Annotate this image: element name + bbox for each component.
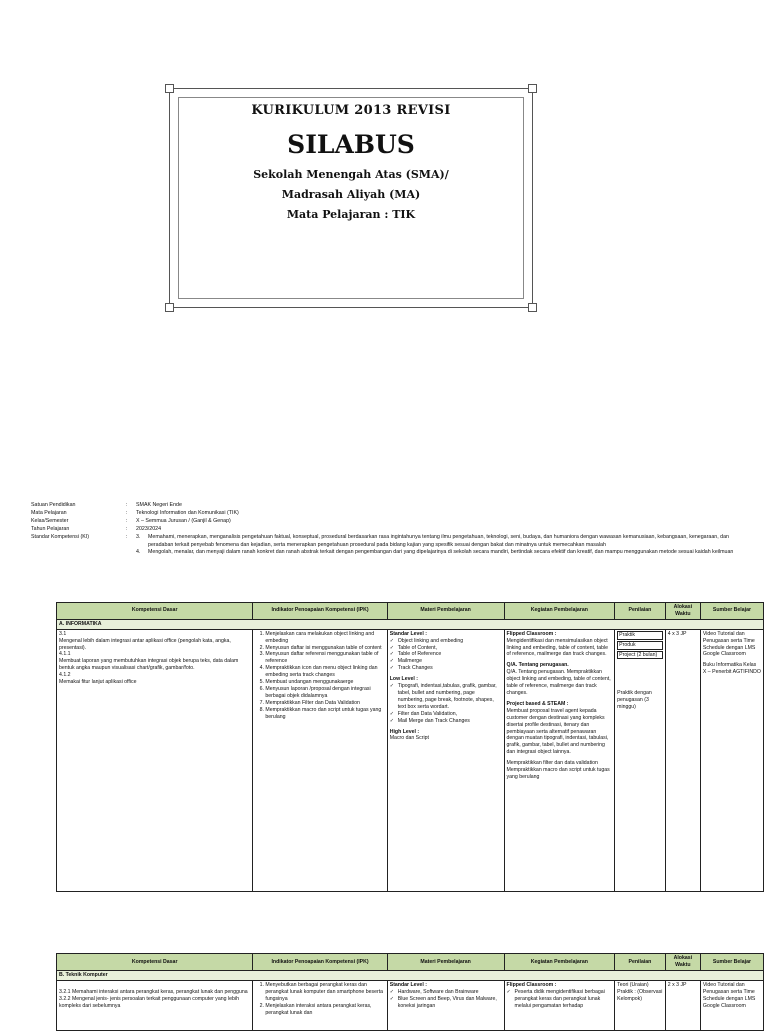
cover-frame xyxy=(169,88,533,308)
list-item: ✓ Tipografi, indentasi,tabulas, grafik, gambar, tabel, bullet and numbering, page numbering, page break, footnote, shapes, text box serta wordart. xyxy=(390,683,502,711)
list-item: ✓ Mailmerge xyxy=(390,658,502,665)
kd-cell: 3.1 Mengenal lebih dalam integrasi antar aplikasi office (pengolah kata, angka, presentasi). 4.1.1 Membuat laporan yang membutuhkan integrasi objek berupa teks, data dalam bentuk angka maupun visualisasi chart/grafik, gambar/foto. 4.1.2 Memakai fitur lanjut aplikasi office xyxy=(57,629,253,891)
section-title: B. Teknik Komputer xyxy=(57,971,764,981)
syllabus-table-informatika xyxy=(56,602,764,892)
list-item: ✓ Table of Reference xyxy=(390,651,502,658)
list-item: 1. Menjelaskan cara melakukan object linking and embeding xyxy=(265,631,384,645)
kegiatan-cell: Flipped Classroom : ✓ Peserta didik mengidentifikasi berbagai perangkat keras dan perangkat lunak melalui pengamatan terhadap xyxy=(504,980,615,1030)
header-penilaian: Penilaian xyxy=(615,603,666,620)
info-label: Tahun Pelajaran xyxy=(31,525,70,532)
list-item: 8. Mempraktikkan macro dan script untuk tugas yang berulang xyxy=(265,707,384,721)
header-kegiatan: Kegiatan Pembelajaran xyxy=(504,954,615,971)
ki-item: 4. Mengolah, menalar, dan menyaji dalam ranah konkret dan ranah abstrak terkait dengan pengembangan dari yang dipelajarinya di sekolah secara mandiri, bertindak secara efektif dan kreatif, dan mampu menggunakan metode sesuai kaidah keilmuan xyxy=(136,549,734,556)
alokasi-cell: 2 x 3 JP xyxy=(665,980,700,1030)
list-item: 3. Menyusun daftar referensi menggunakan table of reference xyxy=(265,651,384,665)
madrasah-line: Madrasah Aliyah (MA) xyxy=(281,188,421,201)
info-label: Mata Pelajaran xyxy=(31,509,67,516)
info-value: SMAK Negeri Ende xyxy=(136,502,182,508)
corner-ornament xyxy=(528,303,537,312)
header-materi: Materi Pembelajaran xyxy=(387,954,504,971)
info-value: Teknologi Information dan Komunikasi (TIK) xyxy=(136,509,239,516)
list-item: ✓ Object linking and embeding xyxy=(390,638,502,645)
list-item: 2. Menjelaskan interaksi antara perangkat keras, perangkat lunak dan xyxy=(265,1003,384,1017)
ki-item: 3. Memahami, menerapkan, menganalisis pengetahuan faktual, konseptual, prosedural berdasarkan rasa ingintahunya tentang ilmu pengetahuan, teknologi, seni, budaya, dan humaniora dengan wawasan kemanusiaan, kebangsaan, kenegaraan, dan peradaban terkait penyebab fenomena dan kejadian, serta menerapkan pengetahuan prosedural pada bidang kajian yang spesifik sesuai dengan bakat dan minatnya untuk memecahkan masalah xyxy=(136,533,729,548)
materi-cell: Standar Level : ✓ Object linking and embeding ✓ Table of Content, ✓ Table of Reference ✓ Mailmerge ✓ Track Changes Low Level : ✓ Tipografi, indentasi,tabulas, grafik, gambar, tabel, bullet and numbering, page numbering, page break, footnote, shapes, text box serta wordart. ✓ Filter dan Data Validation, ✓ Mail Merge dan Track Changes High Level : Macro dan Script xyxy=(387,629,504,891)
header-alokasi: Alokasi Waktu xyxy=(665,954,700,971)
list-item: ✓ Blue Screen and Beep, Virus dan Malware, koneksi jaringan xyxy=(390,996,502,1010)
subject-line: Mata Pelajaran : TIK xyxy=(286,208,416,221)
header-kompetensi-dasar: Kompetensi Dasar xyxy=(57,603,253,620)
corner-ornament xyxy=(528,84,537,93)
sumber-cell: Video Tutorial dan Penugasan serta Time Schedule dengan LMS Google Classroom Buku Informatika Kelas X – Penerbit AGTIFINDO xyxy=(700,629,763,891)
school-type-line: Sekolah Menengah Atas (SMA)/ xyxy=(253,168,449,181)
header-sumber: Sumber Belajar xyxy=(700,954,763,971)
info-label: Kelas/Semester xyxy=(31,517,69,524)
alokasi-cell: 4 x 3 JP xyxy=(665,629,700,891)
document-title: SILABUS xyxy=(287,130,415,159)
list-item: ✓ Mail Merge dan Track Changes xyxy=(390,718,502,725)
list-item: 7. Mempraktikkan Filter dan Data Validation xyxy=(265,700,384,707)
info-value: X – Semmua Jurusan / (Ganjil & Genap) xyxy=(136,517,231,524)
info-row: Satuan Pendidikan : SMAK Negeri Ende xyxy=(31,502,751,510)
info-row-ki: Standar Kompetensi (KI) : 3. Memahami, menerapkan, menganalisis pengetahuan faktual, konseptual, prosedural berdasarkan rasa ingintahunya tentang ilmu pengetahuan, teknologi, seni, budaya, dan humaniora dengan wawasan kemanusiaan, kebangsaan, kenegaraan, dan peradaban terkait penyebab fenomena dan kejadian, serta menerapkan pengetahuan prosedural pada bidang kajian yang spesifik sesuai dengan bakat dan minatnya untuk memecahkan masalah 4. Mengolah, menalar, dan menyaji dalam ranah konkret dan ranah abstrak terkait dengan pengembangan dari yang dipelajarinya di sekolah secara mandiri, bertindak secara efektif dan kreatif, dan mampu menggunakan metode sesuai kaidah keilmuan xyxy=(31,534,751,558)
header-ipk: Indikator Penoapaian Kompetensi (IPK) xyxy=(253,954,387,971)
header-sumber: Sumber Belajar xyxy=(700,603,763,620)
materi-cell: Standar Level : ✓ Hardware, Software dan Brainware ✓ Blue Screen and Beep, Virus dan Malware, koneksi jaringan xyxy=(387,980,504,1030)
header-alokasi: Alokasi Waktu xyxy=(665,603,700,620)
kegiatan-cell: Flipped Classroom : Mengidentifikasi dan mensimulasikan object linking and embeding, table of content, table of reference, mailmerge dan track changes. Q/A. Tentang penugasan. Q/A. Tentang penugasan. Mempraktikkan object linking and embeding, table of content, table of reference, mailmerge dan track changes. Project based & STEAM : Membuat proposal travel agent kepada customer dengan destinasi yang kompleks disertai profile destinasi, itenary dan pembiayaan serta alternatif penawaran dengan muatan tipografi, indentasi, tabulasi, grafik, gambar, tabel, bullet and numbering dan integrasi object lainnya. Mempraktikkan filter dan data validation Mempraktikkan macro dan script untuk tugas yang berulang xyxy=(504,629,615,891)
info-row: Mata Pelajaran : Teknologi Information dan Komunikasi (TIK) xyxy=(31,510,751,518)
list-item: ✓ Filter dan Data Validation, xyxy=(390,711,502,718)
list-item: 1. Menyebutkan berbagai perangkat keras dan perangkat lunak komputer dan smartphone beserta fungsinya xyxy=(265,982,384,1003)
sumber-cell: Video Tutorial dan Penugasan serta Time Schedule dengan LMS Google Classroom xyxy=(700,980,763,1030)
list-item: 5. Membuat undangan menggunakaerge xyxy=(265,679,384,686)
info-row: Tahun Pelajaran : 2023/2024 xyxy=(31,526,751,534)
ipk-cell xyxy=(253,629,387,891)
list-item: 4. Mempraktikkan icon dan menu object linking dan embeding serta track changes xyxy=(265,665,384,679)
info-label: Standar Kompetensi (KI) xyxy=(31,533,89,540)
corner-ornament xyxy=(165,303,174,312)
info-value: 2023/2024 xyxy=(136,525,162,532)
info-row: Kelas/Semester : X – Semmua Jurusan / (Ganjil & Genap) xyxy=(31,518,751,526)
list-item: 2. Menyusun daftar isi menggunakan table of content xyxy=(265,645,384,652)
info-label: Satuan Pendidikan xyxy=(31,502,76,508)
list-item: ✓ Track Changes xyxy=(390,665,502,672)
kd-cell: 3.2.1 Memahami interaksi antara perangkat keras, perangkat lunak dan pengguna 3.2.2 Mengenal jenis- jenis persoalan terkait penggunaan computer yang lebih kompleks dari sebelumnya xyxy=(57,980,253,1030)
penilaian-cell: Praktik Produk Project (2 bulan) Praktik dengan penugasan (3 minggu) xyxy=(615,629,666,891)
corner-ornament xyxy=(165,84,174,93)
header-kompetensi-dasar: Kompetensi Dasar xyxy=(57,954,253,971)
header-kegiatan: Kegiatan Pembelajaran xyxy=(504,603,615,620)
curriculum-heading: KURIKULUM 2013 REVISI xyxy=(251,103,451,118)
list-item: ✓ Hardware, Software dan Brainware xyxy=(390,989,502,996)
header-penilaian: Penilaian xyxy=(615,954,666,971)
syllabus-table-teknik-komputer xyxy=(56,953,764,1031)
header-ipk: Indikator Penoapaian Kompetensi (IPK) xyxy=(253,603,387,620)
penilaian-cell: Teori (Uraian) Praktik : (Observasi Kelompok) xyxy=(615,980,666,1030)
list-item: ✓ Peserta didik mengidentifikasi berbagai perangkat keras dan perangkat lunak melalui pengamatan terhadap xyxy=(507,989,613,1010)
ipk-cell xyxy=(253,980,387,1030)
list-item: 6. Menyusun laporan /proposal dengan integrasi berbagai objek didalamnya xyxy=(265,686,384,700)
section-title: A. INFORMATIKA xyxy=(57,619,764,629)
syllabus-info xyxy=(31,502,751,557)
list-item: ✓ Table of Content, xyxy=(390,645,502,652)
header-materi: Materi Pembelajaran xyxy=(387,603,504,620)
